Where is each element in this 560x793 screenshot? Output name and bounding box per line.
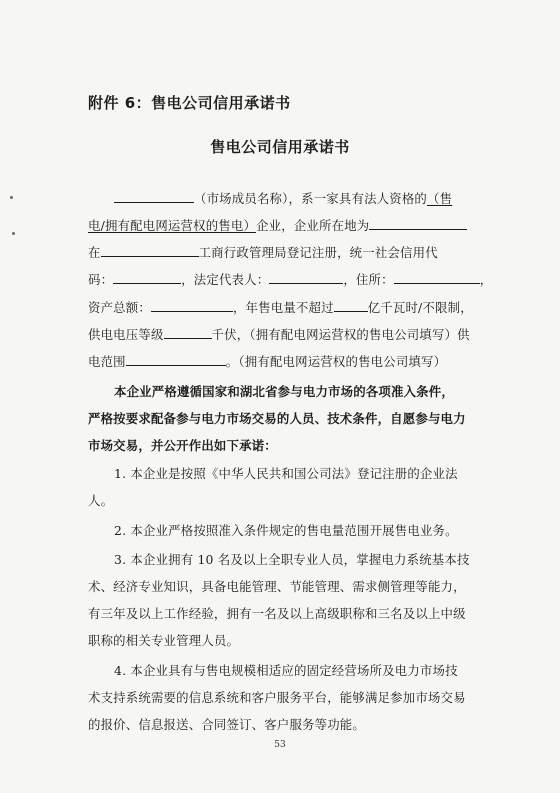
blank-voltage-level	[164, 327, 212, 339]
blank-total-assets	[151, 300, 233, 312]
commitment-item-4-cont: 术支持系统需要的信息系统和客户服务平台，能够满足参加市场交易	[88, 690, 466, 705]
blank-address	[394, 272, 480, 284]
paragraph-line: 码： ，法定代表人： ，住所： ，	[88, 272, 493, 287]
paragraph-line: 在 工商行政管理局登记注册，统一社会信用代	[88, 245, 438, 260]
commitment-item-4-cont: 的报价、信息报送、合同签订、客户服务等功能。	[88, 717, 365, 732]
blank-registration-authority	[101, 245, 199, 257]
blank-credit-code	[113, 272, 181, 284]
commitment-item-4: 4. 本企业具有与售电规模相适应的固定经营场所及电力市场技	[114, 663, 458, 678]
paragraph-line: 电/拥有配电网运营权的售电）企业，企业所在地为	[88, 216, 467, 234]
annex-title: 附件 6：售电公司信用承诺书	[88, 94, 291, 112]
paragraph-line: 严格按要求配备参与电力市场交易的人员、技术条件，自愿参与电力	[88, 411, 466, 426]
scan-mark	[12, 232, 15, 235]
paragraph-line: （市场成员名称），系一家具有法人资格的（售	[114, 189, 452, 207]
commitment-item-1: 1. 本企业是按照《中华人民共和国公司法》登记注册的企业法	[114, 466, 458, 481]
paragraph-line: 本企业严格遵循国家和湖北省参与电力市场的各项准入条件，	[114, 384, 454, 399]
blank-market-member-name	[114, 191, 194, 203]
commitment-item-3-cont: 有三年及以上工作经验，拥有一名及以上高级职称和三名及以上中级	[88, 606, 466, 621]
paragraph-line: 市场交易，并公开作出如下承诺：	[88, 438, 277, 453]
paragraph-line: 资产总额： ，年售电量不超过 亿千瓦时/不限制，	[88, 300, 473, 315]
commitment-item-3-cont: 职称的相关专业管理人员。	[88, 633, 240, 648]
commitment-item-3: 3. 本企业拥有 10 名及以上全职专业人员，掌握电力系统基本技	[114, 552, 470, 567]
paragraph-line: 供电电压等级 千伏，（拥有配电网运营权的售电公司填写）供	[88, 327, 470, 342]
scan-mark	[10, 196, 13, 199]
page-number: 53	[274, 740, 286, 750]
paragraph-line: 电范围 。（拥有配电网运营权的售电公司填写）	[88, 354, 447, 369]
commitment-item-2: 2. 本企业严格按照准入条件规定的售电量范围开展售电业务。	[114, 523, 458, 538]
blank-legal-representative	[269, 272, 343, 284]
blank-supply-range	[126, 354, 226, 366]
blank-location	[369, 218, 467, 230]
blank-annual-sales-limit	[334, 300, 368, 312]
document-title: 售电公司信用承诺书	[210, 138, 350, 156]
commitment-item-1-cont: 人。	[88, 493, 114, 508]
commitment-item-3-cont: 术、经济专业知识，具备电能管理、节能管理、需求侧管理等能力，	[88, 579, 466, 594]
